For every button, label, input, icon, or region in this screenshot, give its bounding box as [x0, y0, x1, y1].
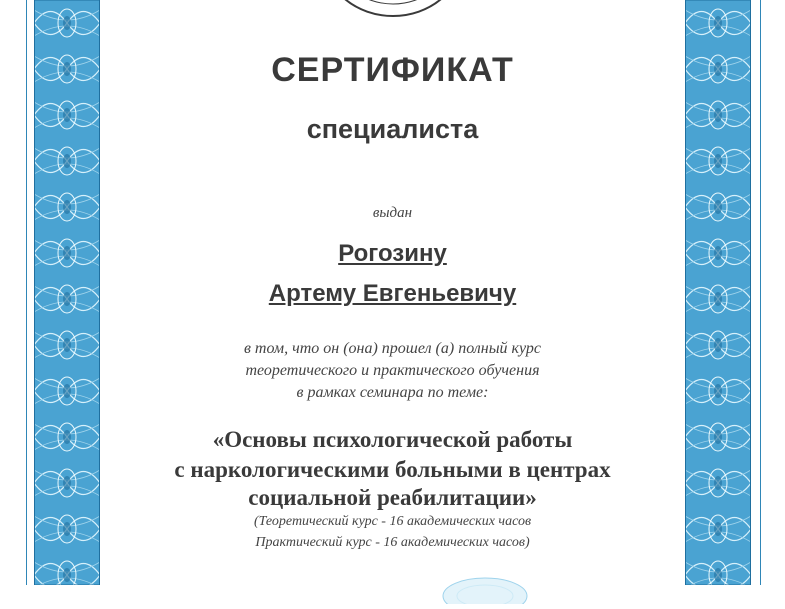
certificate-subtitle: специалиста	[306, 114, 479, 144]
body-text-line: в том, что он (она) прошел (а) полный курс	[243, 340, 542, 357]
seminar-topic-line: с наркологическими больными в центрах	[174, 457, 611, 482]
issued-label: выдан	[372, 205, 413, 221]
recipient-given-names: Артему Евгеньевичу	[268, 280, 517, 307]
left-decorative-border	[34, 0, 100, 585]
right-edge-line	[760, 0, 761, 585]
certificate-title: СЕРТИФИКАТ	[271, 51, 514, 89]
right-decorative-border	[685, 0, 751, 585]
course-hours-line: (Теоретический курс - 16 академических часов	[253, 514, 532, 529]
recipient-surname: Рогозину	[338, 240, 447, 267]
course-hours-line: Практический курс - 16 академических часов)	[255, 535, 530, 550]
left-edge-line	[26, 0, 27, 585]
seminar-topic-line: социальной реабилитации»	[248, 485, 537, 510]
certificate-body	[100, 0, 685, 585]
body-text-line: теоретического и практического обучения	[245, 362, 540, 379]
body-text-line: в рамках семинара по теме:	[296, 384, 489, 401]
seminar-topic-line: «Основы психологической работы	[212, 427, 573, 452]
